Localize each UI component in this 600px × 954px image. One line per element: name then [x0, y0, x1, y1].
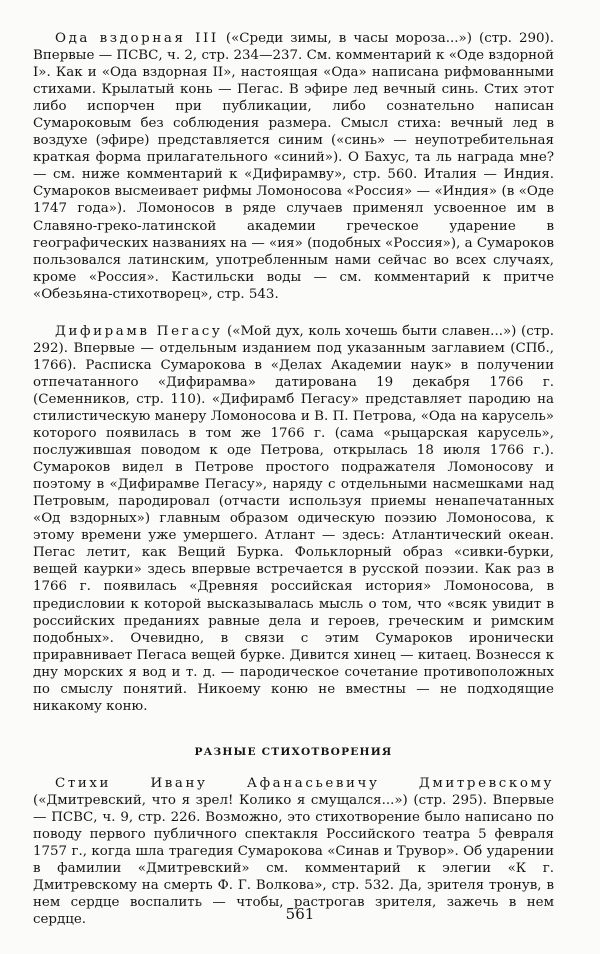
entry-title: Ода вздорная III: [55, 31, 219, 46]
entry-text: («Среди зимы, в часы мороза...») (стр. 290). Впервые — ПСВС, ч. 2, стр. 234—237. См. комментарий к «Оде вздорной I». Как и «Ода вздорная II», настоящая «Ода» написана рифмованными стихами. Крылатый конь — Пегас. В эфире лед вечный синь. Стих этот либо испорчен при публикации, либо сознательно написан Сумароковым без соблюдения размера. Смысл стиха: вечный лед в воздухе (эфире) представляется синим («синь» — неупотребительная краткая форма прилагательного «синий»). О Бахус, та ль награда мне? — см. ниже комментарий к «Дифирамву», стр. 560. Италия — Индия. Сумароков высмеивает рифмы Ломоносова «Россия» — «Индия» (в «Оде 1747 года»). Ломоносов в ряде случаев применял усвоенное им в Славяно-греко-латинской академии греческое ударение в географических названиях на — «ия» (подобных «Россия»), а Сумароков пользовался латинским, употребленным нами сейчас во всех случаях, кроме «Россия». Кастильски воды — см. комментарий к притче «Обезьяна-стихотворец», стр. 543.: [33, 31, 554, 302]
entry-title: Дифирамв Пегасу: [55, 323, 223, 339]
page-number: 561: [285, 905, 315, 923]
commentary-entry: [33, 323, 554, 715]
entry-title: Стихи Ивану Афанасьевичу Дмитревскому: [55, 775, 554, 791]
section-heading: РАЗНЫЕ СТИХОТВОРЕНИЯ: [194, 745, 393, 758]
commentary-entry: [33, 30, 554, 303]
entry-text: («Дмитревский, что я зрел! Колико я смущался...») (стр. 295). Впервые — ПСВС, ч. 9, стр. 226. Возможно, это стихотворение было написано по поводу первого публичного спектакля Российского театра 5 февраля 1757 г., когда шла трагедия Сумарокова «Синав и Трувор». Об ударении в фамилии «Дмитревский» см. комментарий к элегии «К г. Дмитревскому на смерть Ф. Г. Волкова», стр. 532. Да, зрителя тронув, в нем сердце воспалить — чтобы, растрогав зрителя, зажечь в нем сердце.: [33, 792, 554, 928]
entry-paragraph: [33, 30, 554, 303]
entry-paragraph: [33, 323, 554, 715]
entry-text: («Мой дух, коль хочешь быти славен...») (стр. 292). Впервые — отдельным изданием под указанным заглавием (СПб., 1766). Расписка Сумарокова в «Делах Академии наук» в получении отпечатанного «Дифирамва» датирована 19 декабря 1766 г. (Семенников, стр. 110). «Дифирамб Пегасу» представляет пародию на стилистическую манеру Ломоносова и В. П. Петрова, «Ода на карусель» которого появилась в том же 1766 г. (сама «рыцарская карусель», послужившая поводом к оде Петрова, открылась 18 июля 1766 г.). Сумароков видел в Петрове простого подражателя Ломоносову и поэтому в «Дифирамве Пегасу», наряду с отдельными насмешками над Петровым, пародировал (отчасти используя приемы ненапечатанных «Од вздорных») главным образом одическую поэзию Ломоносова, к этому времени уже умершего. Атлант — здесь: Атлантический океан. Пегас летит, как Вещий Бурка. Фольклорный образ «сивки-бурки, вещей каурки» здесь впервые встречается в русской поэзии. Как раз в 1766 г. появилась «Древняя российская история» Ломоносова, в предисловии к которой высказывалась мысль о том, что «всяк увидит в российских преданиях равные дела и героев, греческим и римским подобных». Очевидно, в связи с этим Сумароков иронически приравнивает Пегаса вещей бурке. Дивится хинец — китаец. Вознесся к дну морских я вод и т. д. — пародическое сочетание противоположных по смыслу понятий. Никоему коню не вместны — не подходящие никакому коню.: [33, 323, 554, 714]
